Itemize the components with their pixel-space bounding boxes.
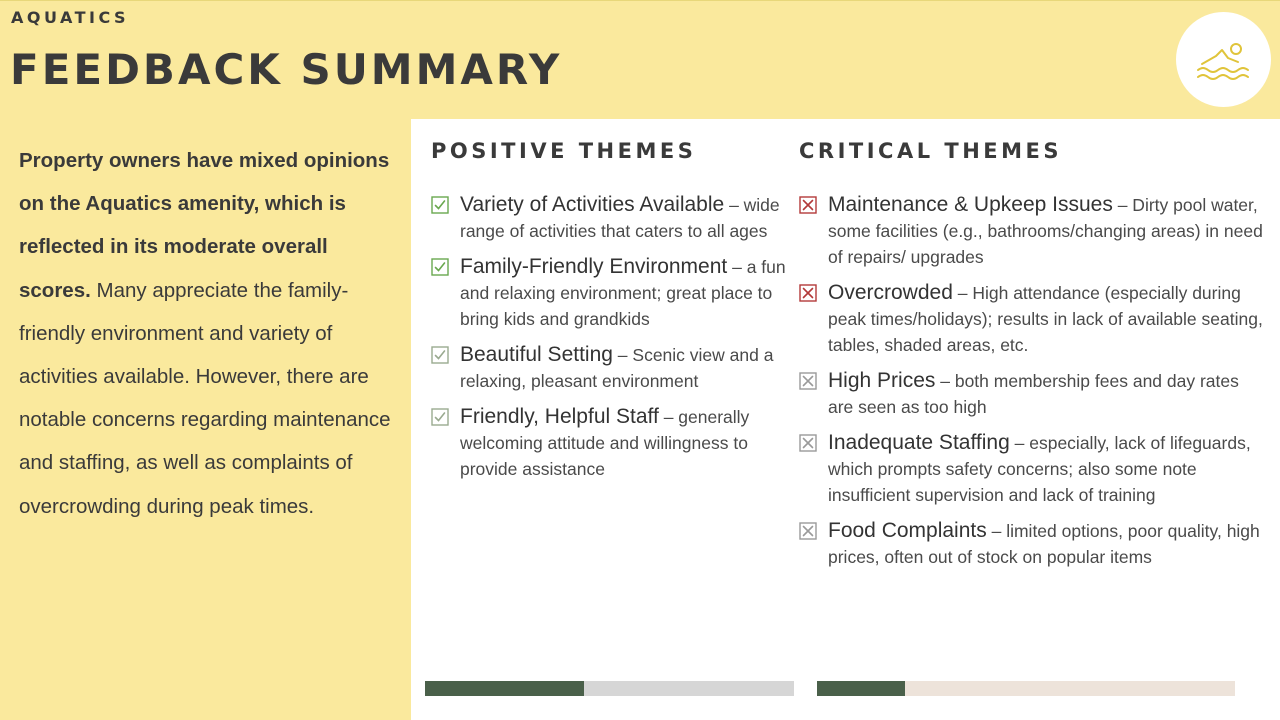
checkbox-x-icon: [799, 372, 817, 390]
summary-paragraph: [19, 139, 404, 528]
theme-text: [828, 368, 1264, 420]
theme-text: [460, 254, 790, 332]
critical-score-fill: [817, 681, 905, 696]
theme-description: – generally welcoming attitude and willingness to provide assistance: [460, 407, 750, 479]
positive-theme-item: [430, 192, 790, 244]
critical-themes-heading: CRITICAL THEMES: [799, 139, 1063, 163]
theme-title: Maintenance & Upkeep Issues: [828, 193, 1113, 216]
theme-title: Food Complaints: [828, 519, 987, 542]
theme-description: – limited options, poor quality, high prices, often out of stock on popular items: [828, 521, 1260, 567]
positive-theme-item: [430, 254, 790, 332]
positive-themes-heading: POSITIVE THEMES: [431, 139, 697, 163]
checkbox-x-icon: [799, 196, 817, 214]
positive-score-bar: [425, 681, 794, 696]
critical-theme-item: [798, 368, 1264, 420]
header-band: [0, 0, 1280, 119]
theme-description: – wide range of activities that caters to all ages: [460, 195, 780, 241]
checkbox-x-icon: [799, 522, 817, 540]
theme-description: – especially, lack of lifeguards, which prompts safety concerns; also some note insufficient supervision and lack of training: [828, 433, 1251, 505]
themes-panel: [411, 119, 1280, 720]
theme-title: Beautiful Setting: [460, 343, 613, 366]
theme-description: – Scenic view and a relaxing, pleasant environment: [460, 345, 774, 391]
critical-themes-list: [798, 192, 1264, 580]
theme-title: High Prices: [828, 369, 936, 392]
theme-text: [828, 518, 1264, 570]
theme-description: – Dirty pool water, some facilities (e.g., bathrooms/changing areas) in need of repairs/ upgrades: [828, 195, 1263, 267]
theme-text: [828, 430, 1264, 508]
theme-description: – both membership fees and day rates are seen as too high: [828, 371, 1239, 417]
theme-title: Overcrowded: [828, 281, 953, 304]
positive-theme-item: [430, 342, 790, 394]
theme-text: [460, 192, 790, 244]
checkbox-checked-icon: [431, 258, 449, 276]
swimmer-icon: [1194, 38, 1254, 82]
positive-score-fill: [425, 681, 584, 696]
theme-text: [460, 342, 790, 394]
page-title: FEEDBACK SUMMARY: [10, 45, 563, 94]
positive-theme-item: [430, 404, 790, 482]
theme-description: – a fun and relaxing environment; great place to bring kids and grandkids: [460, 257, 786, 329]
positive-themes-list: [430, 192, 790, 492]
checkbox-checked-icon: [431, 196, 449, 214]
theme-text: [828, 280, 1264, 358]
theme-text: [460, 404, 790, 482]
theme-title: Friendly, Helpful Staff: [460, 405, 659, 428]
theme-title: Inadequate Staffing: [828, 431, 1010, 454]
critical-score-bar: [817, 681, 1235, 696]
critical-theme-item: [798, 192, 1264, 270]
theme-text: [828, 192, 1264, 270]
summary-body: Many appreciate the family-friendly environment and variety of activities available. However, there are notable concerns regarding maintenance and staffing, as well as complaints of overcrowding during peak times.: [19, 278, 391, 518]
checkbox-checked-icon: [431, 408, 449, 426]
theme-title: Variety of Activities Available: [460, 193, 725, 216]
checkbox-x-icon: [799, 284, 817, 302]
checkbox-checked-icon: [431, 346, 449, 364]
section-label: AQUATICS: [11, 8, 130, 27]
critical-theme-item: [798, 518, 1264, 570]
theme-description: – High attendance (especially during peak times/holidays); results in lack of available seating, tables, shaded areas, etc.: [828, 283, 1263, 355]
critical-theme-item: [798, 430, 1264, 508]
summary-lead: Property owners have mixed opinions on the Aquatics amenity, which is reflected in its moderate overall scores.: [19, 149, 390, 302]
logo-badge: [1176, 12, 1271, 107]
checkbox-x-icon: [799, 434, 817, 452]
critical-theme-item: [798, 280, 1264, 358]
theme-title: Family-Friendly Environment: [460, 255, 728, 278]
